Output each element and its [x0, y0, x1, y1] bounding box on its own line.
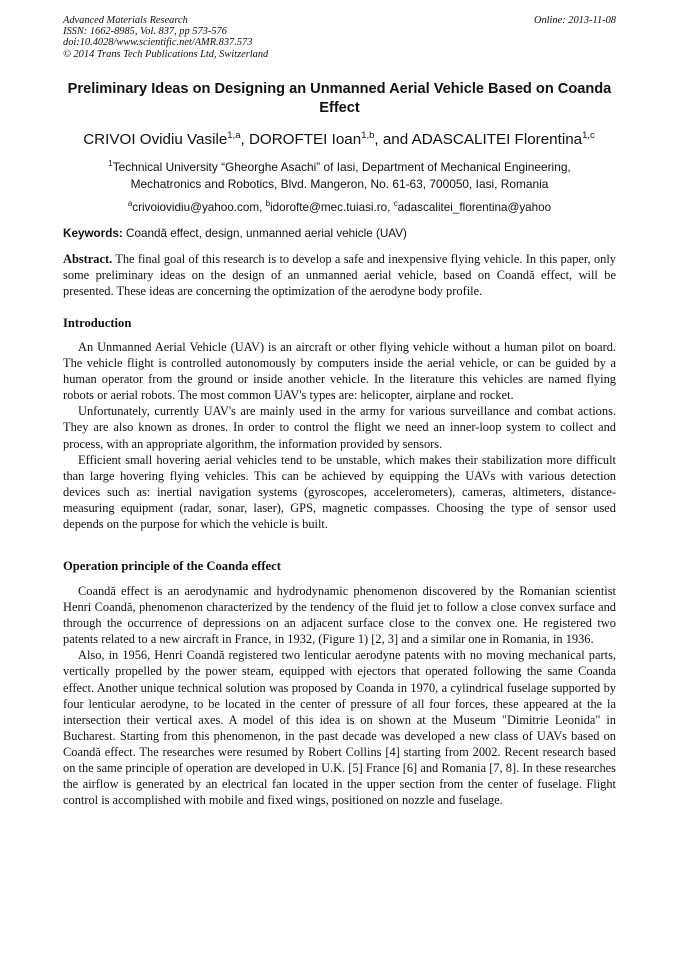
author-3-affil: 1,c [582, 130, 595, 141]
email-b: idorofte@mec.tuiasi.ro, [270, 200, 394, 214]
author-separator: , [240, 131, 249, 149]
author-list [40, 126, 638, 150]
email-marker-b: b [265, 199, 271, 208]
online-date: Online: 2013-11-08 [533, 15, 616, 26]
author-2-affil: 1,b [361, 130, 375, 141]
author-separator: , and [374, 131, 412, 149]
email-c: adascalitei_florentina@yahoo [397, 200, 552, 214]
affiliation-line-1: Technical University “Gheorghe Asachi” of Iasi, Department of Mechanical Engineering, [112, 159, 571, 174]
paragraph: Coandă effect is an aerodynamic and hydrodynamic phenomenon discovered by the Romanian scientist Henri Coandă, phenomenon characterized by the tendency of the fluid jet to follow a close convex surface and through the occurrence of depressions on an adjacent surface close to the convex one. He registered two patents related to a new aircraft in France, in 1932, (Figure 1) [2, 3] and a similar one in Romania, in 1936. [63, 584, 616, 647]
keywords-label: Keywords: [63, 227, 123, 240]
abstract-text: The final goal of this research is to develop a safe and inexpensive flying vehicle. In this paper, only some preliminary ideas on the design of an unmanned aerial vehicle, based on Coandă effect, will be presented. These ideas are concerning the optimization of the aerodyne body profile. [63, 252, 616, 299]
author-emails [63, 196, 616, 216]
abstract-label: Abstract. [63, 252, 113, 266]
author-2: DOROFTEI Ioan [248, 131, 362, 149]
journal-name: Advanced Materials Research [63, 15, 188, 26]
keywords-text: Coandă effect, design, unmanned aerial vehicle (UAV) [122, 227, 407, 240]
copyright-line: © 2014 Trans Tech Publications Ltd, Switzerland [63, 48, 269, 60]
paragraph: Also, in 1956, Henri Coandă registered two lenticular aerodyne patents with no moving mechanical parts, vertically propelled by the power steam, equipped with ejectors that operated following the same Coanda effect. Another unique technical solution was proposed by Coanda in 1970, a cylindrical fuselage supported by four lenticular aerodyne, to be located in the center of pressure of all four forces, these appeared at the la intersection their vertical axes. A model of this idea is on shown at the Museum "Dimitrie Leonida" in Bucharest. Starting from this phenomenon, in the past decade was developed a new class of UAVs based on Coandă effect. The researches were resumed by Robert Collins [4] starting from 2002. Recent research based on the same principle of operation are developed in U.K. [5] France [6] and Romania [7, 8]. In these researches the airflow is generated by an electrical fan located in the upper section from the center of fuselage. Flight control is accomplished with mobile and fixed wings, positioned on nozzle and fuselage. [63, 648, 616, 808]
email-marker-a: a [127, 199, 133, 208]
author-3: ADASCALITEI Florentina [411, 131, 583, 149]
paper-title: Preliminary Ideas on Designing an Unmanned Aerial Vehicle Based on Coanda Effect [67, 81, 612, 116]
paragraph: An Unmanned Aerial Vehicle (UAV) is an aircraft or other flying vehicle without a human pilot on board. The vehicle flight is controlled autonomously by computers inside the aerial vehicle, or can be guided by a human operator from the ground or inside another vehicle. In the literature this vehicles are named flying robots or aerial robots. The most common UAV's types are: helicopter, airplane and rocket. [63, 340, 616, 403]
section-heading-introduction: Introduction [63, 316, 132, 330]
affiliation-line-2: Mechatronics and Robotics, Blvd. Mangeron, No. 61-63, 700050, Iasi, Romania [130, 176, 549, 191]
issn-line: ISSN: 1662-8985, Vol. 837, pp 573-576 [63, 26, 227, 38]
affiliation [63, 155, 616, 193]
paragraph: Unfortunately, currently UAV's are mainly used in the army for various surveillance and combat actions. They are also known as drones. In order to control the flight we need an inner-loop system to collect and process, with an appropriate algorithm, the information provided by sensors. [63, 404, 616, 451]
section-heading-operation-principle: Operation principle of the Coanda effect [63, 559, 281, 573]
author-1-affil: 1,a [227, 130, 241, 141]
paragraph: Efficient small hovering aerial vehicles tend to be unstable, which makes their stabilization more difficult than large hovering flying vehicles. This can be achieved by equipping the UAVs with various detection devices such as: inertial navigation systems (gyroscopes, accelerometers), cameras, altimeters, distance-measuring equipment (radar, sonar, laser), GPS, magnetic compasses. Choosing the type of sensor used depends on the purpose for which the vehicle is built. [63, 452, 616, 532]
author-1: CRIVOI Ovidiu Vasile [83, 131, 228, 149]
abstract [63, 251, 616, 299]
keywords [63, 226, 616, 242]
email-marker-c: c [393, 199, 398, 208]
introduction-body [63, 339, 616, 532]
affiliation-marker: 1 [108, 159, 113, 168]
operation-body [63, 583, 616, 808]
doi-line: doi:10.4028/www.scientific.net/AMR.837.573 [63, 37, 253, 49]
journal-header [63, 15, 616, 60]
email-a: crivoiovidiu@yahoo.com, [132, 200, 266, 214]
